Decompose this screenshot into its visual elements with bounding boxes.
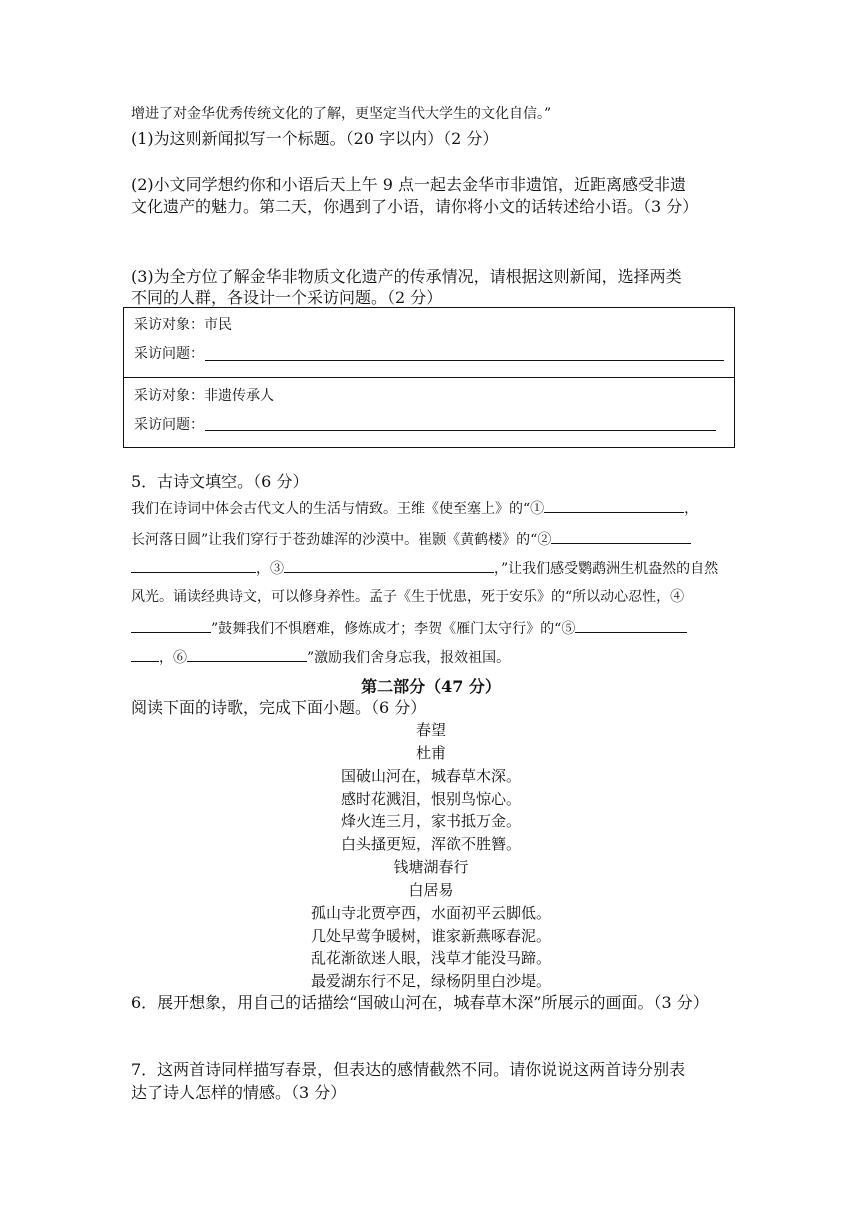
- blank-2[interactable]: [551, 528, 691, 544]
- question-3-line-1: (3)为全方位了解金华非物质文化遗产的传承情况，请根据这则新闻，选择两类: [131, 267, 682, 286]
- question-6: 6．展开想象，用自己的话描绘“国破山河在，城春草木深”所展示的画面。（3 分）: [131, 993, 709, 1012]
- poem-2-line: 乱花渐欲迷人眼，浅草才能没马蹄。: [310, 949, 551, 967]
- question-7-line-2: 达了诗人怎样的情感。（3 分）: [131, 1083, 347, 1102]
- interview-target-citizens: 采访对象：市民: [134, 317, 232, 333]
- question-2-line-1: (2)小文同学想约你和小语后天上午 9 点一起去金华市非遗馆，近距离感受非遗: [131, 175, 687, 194]
- interview-question-answer-line-1[interactable]: [205, 360, 724, 361]
- question-2-line-2: 文化遗产的魅力。第二天，你遇到了小语，请你将小文的话转述给小语。（3 分）: [131, 197, 699, 216]
- interview-question-label-1: 采访问题：: [134, 346, 204, 362]
- poem-2-line: 孤山寺北贾亭西，水面初平云脚低。: [310, 904, 551, 922]
- blank-4[interactable]: [131, 617, 211, 633]
- poem-2-line: 几处早莺争暖树，谁家新燕啄春泥。: [310, 927, 551, 945]
- fill-blank-line-1: 我们在诗词中体会古代文人的生活与情致。王维《使至塞上》的“① ，: [131, 497, 731, 519]
- part-2-title: 第二部分（47 分）: [361, 677, 501, 696]
- interview-question-answer-line-2[interactable]: [205, 430, 716, 431]
- fill-blank-line-5: ”鼓舞我们不惧磨难，修炼成才；李贺《雁门太守行》的“⑤: [131, 617, 731, 639]
- question-1: (1)为这则新闻拟写一个标题。（20 字以内）（2 分）: [131, 129, 499, 148]
- blank-1[interactable]: [544, 497, 684, 513]
- blank-6[interactable]: [187, 646, 307, 662]
- question-3-line-2: 不同的人群，各设计一个采访问题。（2 分）: [131, 288, 443, 307]
- interview-question-label-2: 采访问题：: [134, 417, 204, 433]
- part-2-intro: 阅读下面的诗歌，完成下面小题。（6 分）: [131, 698, 427, 717]
- poem-2-author: 白居易: [408, 881, 454, 899]
- question-7-line-1: 7．这两首诗同样描写春景，但表达的感情截然不同。请你说说这两首诗分别表: [131, 1060, 686, 1079]
- poem-1-title: 春望: [415, 721, 446, 739]
- section-5-title: 5．古诗文填空。（6 分）: [131, 472, 309, 491]
- poem-1-line: 白头搔更短，浑欲不胜簪。: [340, 835, 521, 853]
- blank-3[interactable]: [284, 557, 494, 573]
- paragraph-continuation: 增进了对金华优秀传统文化的了解，更坚定当代大学生的文化自信。”: [131, 106, 552, 122]
- fill-blank-line-6: ，⑥ ”激励我们舍身忘我，报效祖国。: [131, 646, 731, 668]
- poem-1-line: 烽火连三月，家书抵万金。: [340, 812, 521, 830]
- poem-1-author: 杜甫: [415, 744, 446, 762]
- blank-5[interactable]: [575, 617, 687, 633]
- interview-target-heritage-inheritor: 采访对象：非遗传承人: [134, 388, 274, 404]
- fill-blank-line-3: ，③ ，”让我们感受鹦鹉洲生机盎然的自然: [131, 557, 731, 579]
- blank-5-continued[interactable]: [131, 646, 159, 662]
- table-divider: [124, 377, 734, 378]
- fill-blank-line-4: 风光。诵读经典诗文，可以修身养性。孟子《生于忧患，死于安乐》的“所以动心忍性，④: [131, 589, 685, 605]
- fill-blank-line-2: 长河落日圆”让我们穿行于苍劲雄浑的沙漠中。崔颢《黄鹤楼》的“②: [131, 528, 731, 550]
- blank-2-continued[interactable]: [131, 557, 256, 573]
- poem-2-line: 最爱湖东行不足，绿杨阴里白沙堤。: [310, 972, 551, 990]
- poem-1-line: 国破山河在，城春草木深。: [340, 767, 521, 785]
- interview-table: [123, 307, 735, 448]
- poem-1-line: 感时花溅泪，恨别鸟惊心。: [340, 790, 521, 808]
- poem-2-title: 钱塘湖春行: [393, 858, 469, 876]
